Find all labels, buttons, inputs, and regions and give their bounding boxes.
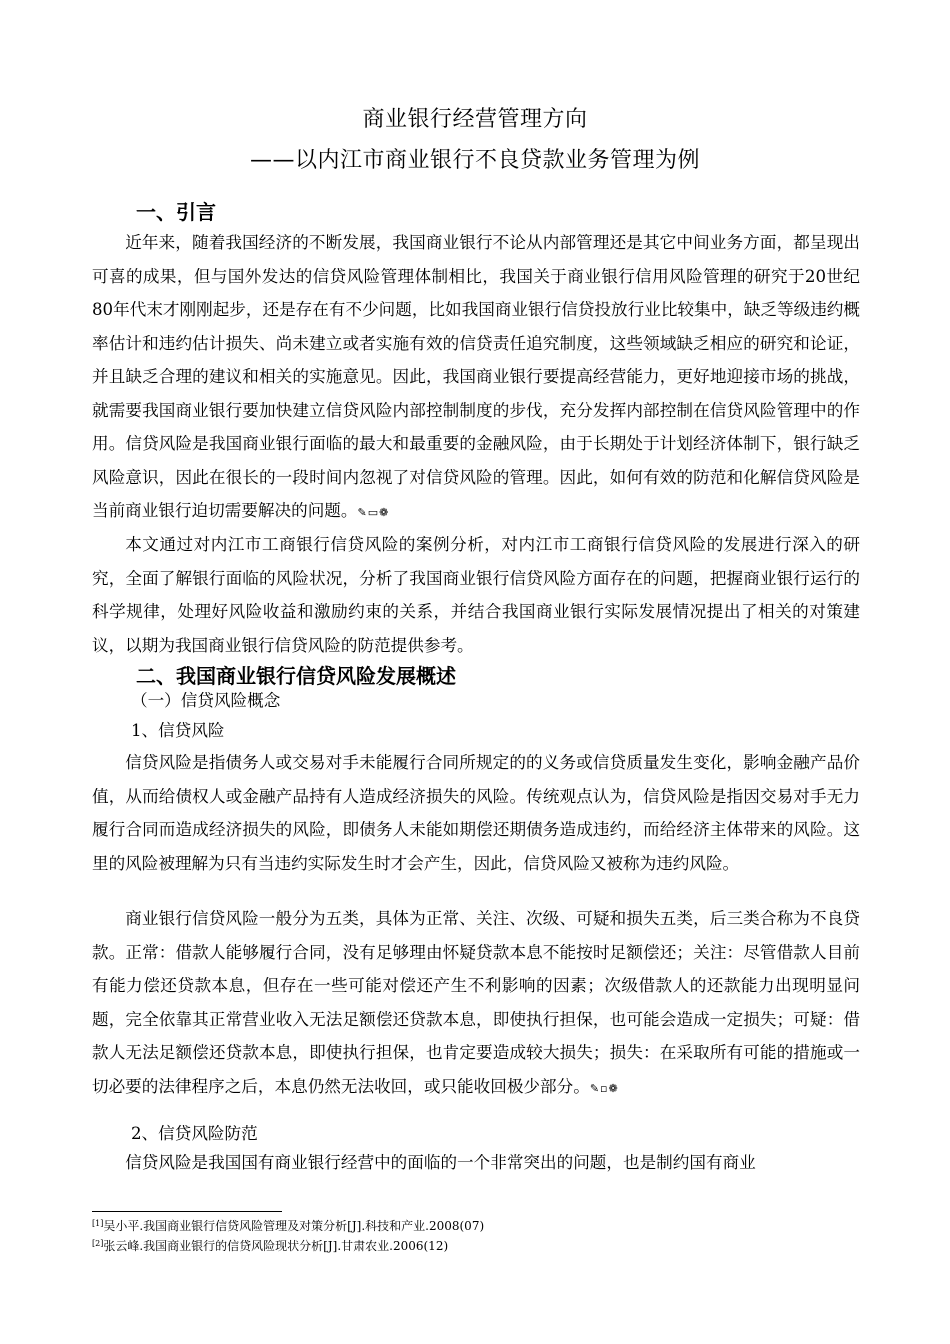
footnote-1-text: 吴小平.我国商业银行信贷风险管理及对策分析[J].科技和产业.2008(07) [103, 1219, 485, 1233]
footnote-mark-1: ✎▭❁ [357, 506, 390, 519]
subsection-heading-concept: （一）信贷风险概念 [131, 691, 281, 710]
paragraph-intro-1 [92, 226, 860, 530]
paragraph-intro-1-text: 近年来，随着我国经济的不断发展，我国商业银行不论从内部管理还是其它中间业务方面，都呈现出可喜的成果，但与国外发达的信贷风险管理体制相比，我国关于商业银行信用风险管理的研究于20世纪80年代末才刚刚起步，还是存在有不少问题，比如我国商业银行信贷投放行业比较集中，缺乏等级违约概率估计和违约估计损失、尚未建立或者实施有效的信贷责任追究制度，这些领域缺乏相应的研究和论证，并且缺乏合理的建议和相关的实施意见。因此，我国商业银行要提高经营能力，更好地迎接市场的挑战，就需要我国商业银行要加快建立信贷风险内部控制制度的步伐，充分发挥内部控制在信贷风险管理中的作用。信贷风险是我国商业银行面临的最大和最重要的金融风险，由于长期处于计划经济体制下，银行缺乏风险意识，因此在很长的一段时间内忽视了对信贷风险的管理。因此，如何有效的防范和化解信贷风险是当前商业银行迫切需要解决的问题。 [92, 233, 860, 520]
paragraph-intro-2: 本文通过对内江市工商银行信贷风险的案例分析，对内江市工商银行信贷风险的发展进行深入的研究，全面了解银行面临的风险状况，分析了我国商业银行信贷风险方面存在的问题，把握商业银行运行的科学规律，处理好风险收益和激励约束的关系，并结合我国商业银行实际发展情况提出了相关的对策建议，以期为我国商业银行信贷风险的防范提供参考。 [92, 535, 860, 655]
footnote-2 [92, 1236, 448, 1254]
footnote-1 [92, 1216, 484, 1234]
section-heading-overview: 二、我国商业银行信贷风险发展概述 [136, 664, 456, 688]
footnote-2-text: 张云峰.我国商业银行的信贷风险现状分析[J].甘肃农业.2006(12) [103, 1239, 449, 1253]
footnote-divider [92, 1211, 282, 1212]
paragraph-risk-classification [92, 902, 860, 1105]
paragraph-risk-classification-text: 商业银行信贷风险一般分为五类，具体为正常、关注、次级、可疑和损失五类，后三类合称为不良贷款。正常：借款人能够履行合同，没有足够理由怀疑贷款本息不能按时足额偿还；关注：尽管借款人目前有能力偿还贷款本息，但存在一些可能对偿还产生不利影响的因素；次级借款人的还款能力出现明显问题，完全依靠其正常营业收入无法足额偿还贷款本息，即使执行担保，也可能会造成一定损失；可疑：借款人无法足额偿还贷款本息，即使执行担保，也肯定要造成较大损失；损失：在采取所有可能的措施或一切必要的法律程序之后，本息仍然无法收回，或只能收回极少部分。 [92, 909, 860, 1096]
page-title: 商业银行经营管理方向 [362, 107, 588, 132]
section-heading-intro: 一、引言 [136, 200, 216, 224]
footnote-1-number: [1] [92, 1219, 104, 1228]
paragraph-prevention: 信贷风险是我国国有商业银行经营中的面临的一个非常突出的问题，也是制约国有商业 [125, 1153, 756, 1172]
footnote-mark-2: ✎▫❁ [589, 1081, 619, 1095]
paragraph-credit-risk-definition: 信贷风险是指债务人或交易对手未能履行合同所规定的的义务或信贷质量发生变化，影响金融产品价值，从而给债权人或金融产品持有人造成经济损失的风险。传统观点认为，信贷风险是指因交易对手无力履行合同而造成经济损失的风险，即债务人未能如期偿还期债务造成违约，而给经济主体带来的风险。这里的风险被理解为只有当违约实际发生时才会产生，因此，信贷风险又被称为违约风险。 [92, 753, 860, 873]
footnote-2-number: [2] [92, 1239, 104, 1248]
subsection-heading-credit-risk: 1、信贷风险 [131, 721, 225, 740]
page-subtitle: ——以内江市商业银行不良贷款业务管理为例 [249, 148, 700, 173]
subsection-heading-prevention: 2、信贷风险防范 [131, 1124, 258, 1143]
